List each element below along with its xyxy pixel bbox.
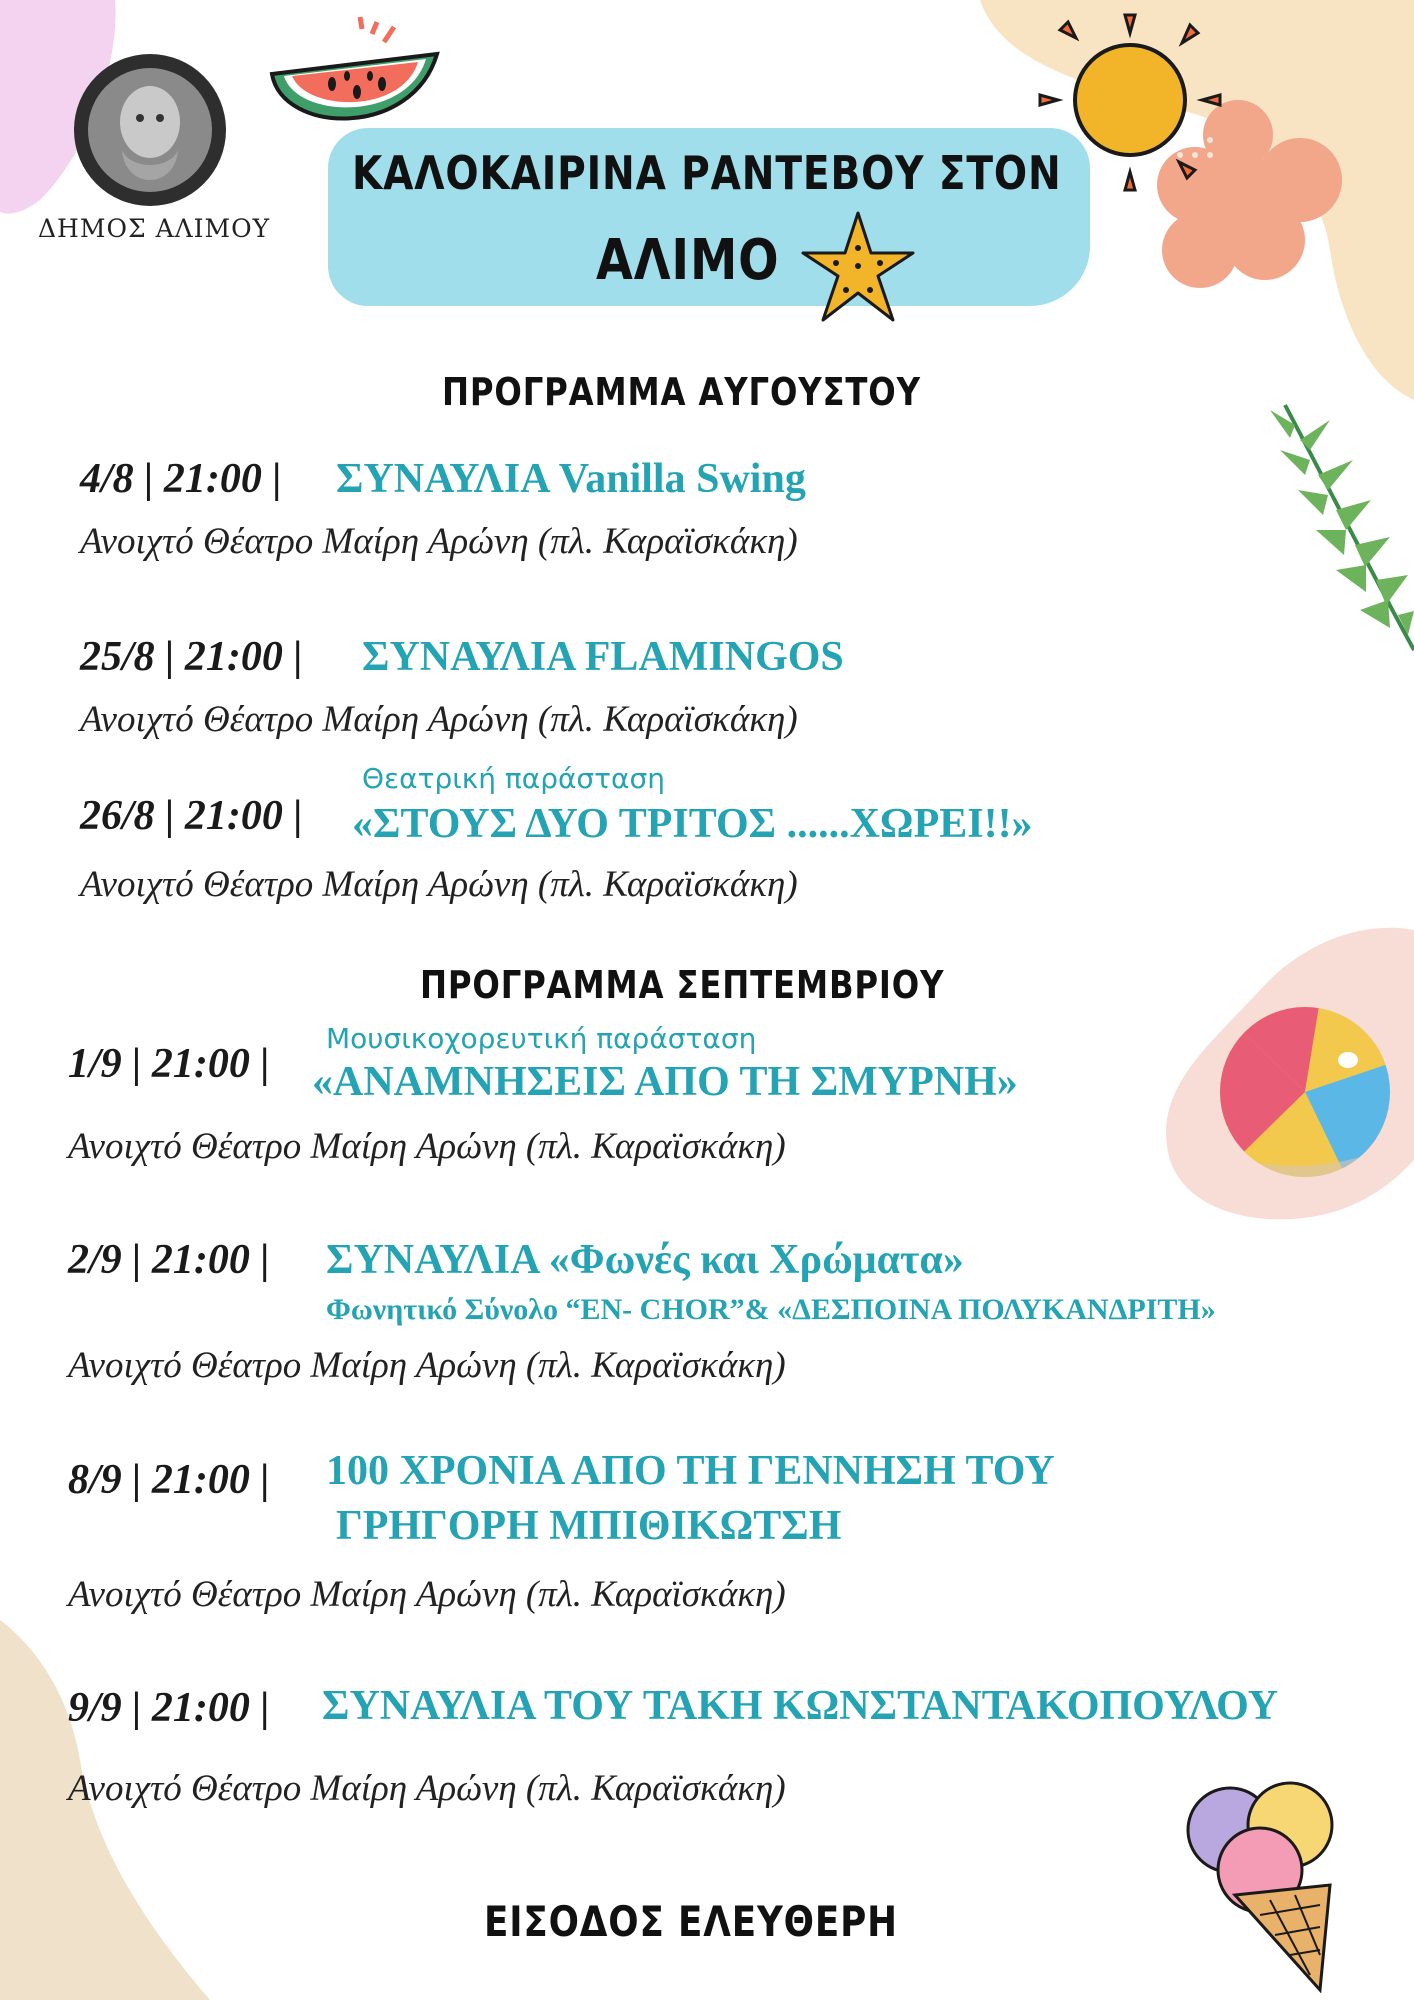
event-title: ΣΥΝΑΥΛΙΑ FLAMINGOS — [362, 634, 844, 680]
event-venue: Ανοιχτό Θέατρο Μαίρη Αρώνη (πλ. Καραϊσκάκη) — [68, 1768, 786, 1809]
august-heading: ΠΡΟΓΡΑΜΜΑ ΑΥΓΟΥΣΤΟΥ — [442, 370, 921, 414]
event-title: 100 ΧΡΟΝΙΑ ΑΠΟ ΤΗ ΓΕΝΝΗΣΗ ΤΟΥ — [326, 1448, 1055, 1494]
event-venue: Ανοιχτό Θέατρο Μαίρη Αρώνη (πλ. Καραϊσκάκη) — [68, 1574, 786, 1615]
title-line-1: ΚΑΛΟΚΑΙΡΙΝΑ ΡΑΝΤΕΒΟΥ ΣΤΟΝ — [352, 146, 1062, 200]
event-detail: Φωνητικό Σύνολο “EN- CHOR”& «ΔΕΣΠΟΙΝΑ ΠΟΛΥΚΑΝΔΡΙΤΗ» — [326, 1293, 1216, 1326]
event-title: ΣΥΝΑΥΛΙΑ «Φωνές και Χρώματα» — [326, 1237, 964, 1283]
municipality-seal-icon — [70, 50, 230, 210]
beach-ball-icon — [1210, 1000, 1400, 1185]
event-date: 8/9 | 21:00 | — [68, 1457, 270, 1503]
event-title: ΣΥΝΑΥΛΙΑ ΤΟΥ ΤΑΚΗ ΚΩΝΣΤΑΝΤΑΚΟΠΟΥΛΟΥ — [322, 1683, 1279, 1729]
ice-cream-icon — [1180, 1775, 1360, 1995]
sand-blob-bottom — [0, 1620, 210, 2000]
event-title: «ΣΤΟΥΣ ΔΥΟ ΤΡΙΤΟΣ ......ΧΩΡΕΙ!!» — [352, 801, 1033, 847]
municipality-name: ΔΗΜΟΣ ΑΛΙΜΟΥ — [38, 214, 271, 243]
event-title: ΣΥΝΑΥΛΙΑ Vanilla Swing — [336, 456, 806, 502]
event-date: 1/9 | 21:00 | — [68, 1041, 270, 1087]
event-subtitle: Μουσικοχορευτική παράσταση — [326, 1022, 757, 1055]
event-venue: Ανοιχτό Θέατρο Μαίρη Αρώνη (πλ. Καραϊσκάκη) — [68, 1345, 786, 1386]
event-date: 9/9 | 21:00 | — [68, 1685, 270, 1731]
event-venue: Ανοιχτό Θέατρο Μαίρη Αρώνη (πλ. Καραϊσκάκη) — [80, 699, 798, 740]
event-subtitle: Θεατρική παράσταση — [362, 762, 665, 795]
event-venue: Ανοιχτό Θέατρο Μαίρη Αρώνη (πλ. Καραϊσκάκη) — [80, 864, 798, 905]
event-venue: Ανοιχτό Θέατρο Μαίρη Αρώνη (πλ. Καραϊσκάκη) — [68, 1126, 786, 1167]
event-date: 25/8 | 21:00 | — [80, 634, 303, 680]
event-date: 2/9 | 21:00 | — [68, 1237, 270, 1283]
watermelon-icon — [262, 14, 452, 139]
free-entry-text: ΕΙΣΟΔΟΣ ΕΛΕΥΘΕΡΗ — [484, 1897, 898, 1946]
starfish-icon — [798, 208, 918, 328]
event-date: 4/8 | 21:00 | — [80, 456, 282, 502]
september-heading: ΠΡΟΓΡΑΜΜΑ ΣΕΠΤΕΜΒΡΙΟΥ — [420, 963, 945, 1007]
event-title-line-2: ΓΡΗΓΟΡΗ ΜΠΙΘΙΚΩΤΣΗ — [336, 1503, 842, 1549]
event-title: «ΑΝΑΜΝΗΣΕΙΣ ΑΠΟ ΤΗ ΣΜΥΡΝΗ» — [312, 1059, 1018, 1105]
event-venue: Ανοιχτό Θέατρο Μαίρη Αρώνη (πλ. Καραϊσκάκη) — [80, 521, 798, 562]
title-line-2: ΑΛΙΜΟ — [596, 228, 780, 293]
event-date: 26/8 | 21:00 | — [80, 793, 303, 839]
